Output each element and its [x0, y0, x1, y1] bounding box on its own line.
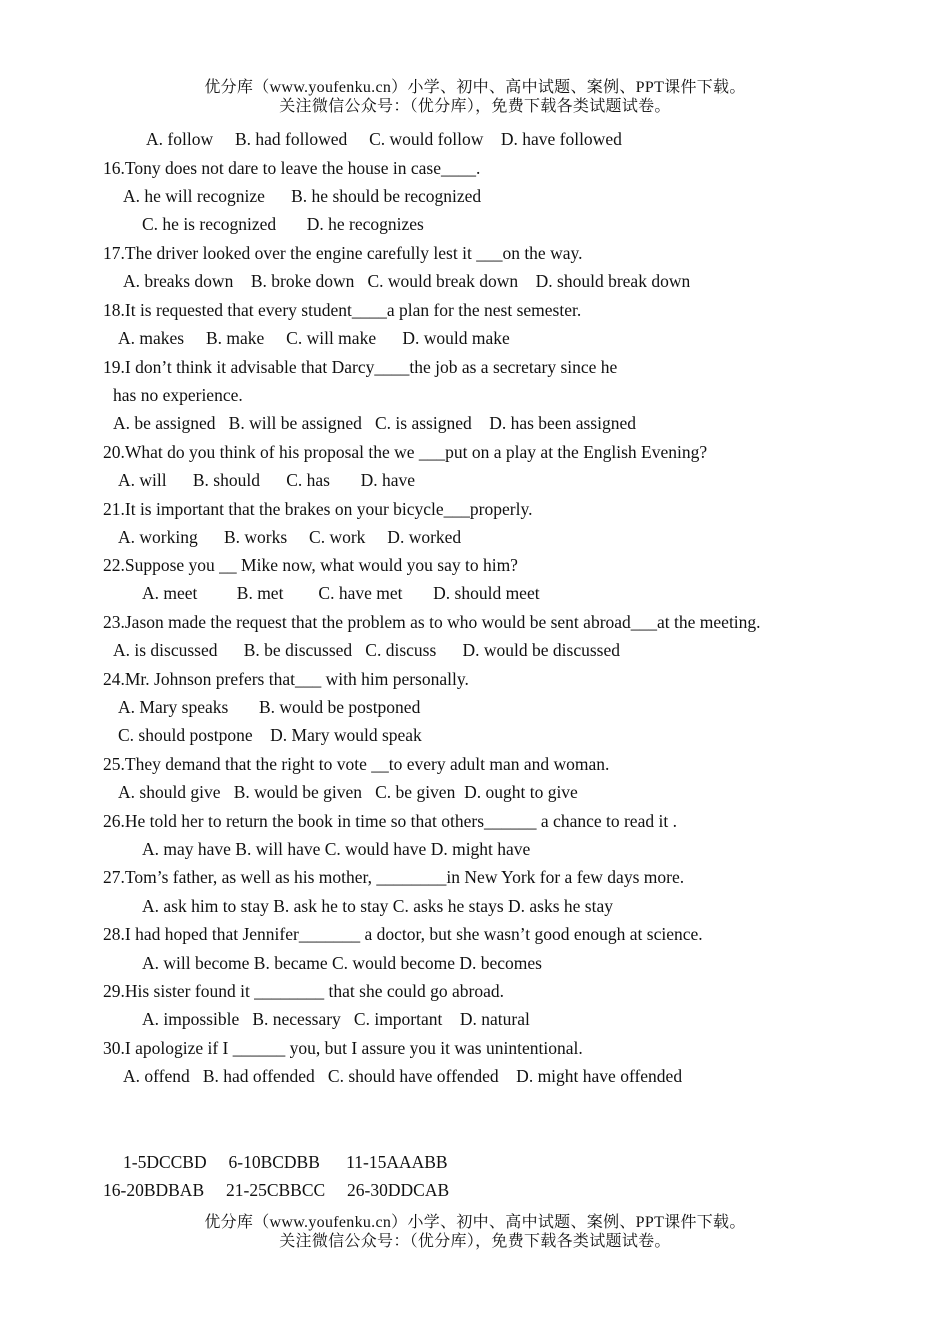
q27-options: A. ask him to stay B. ask he to stay C. asks he stays D. asks he stay	[142, 896, 613, 916]
q19-stem: 19.I don’t think it advisable that Darcy____the job as a secretary since he	[103, 357, 618, 377]
q28-stem: 28.I had hoped that Jennifer_______ a doctor, but she wasn’t good enough at science.	[103, 924, 703, 944]
footer-line-2: 关注微信公众号：（优分库），免费下载各类试题试卷。	[279, 1233, 671, 1250]
q29-options: A. impossible B. necessary C. important D. natural	[142, 1009, 530, 1029]
q30-stem: 30.I apologize if I ______ you, but I assure you it was unintentional.	[103, 1038, 583, 1058]
q26-options: A. may have B. will have C. would have D. might have	[142, 839, 531, 859]
q25-stem: 25.They demand that the right to vote __to every adult man and woman.	[103, 754, 610, 774]
q18-stem: 18.It is requested that every student____a plan for the nest semester.	[103, 300, 582, 320]
q21-stem: 21.It is important that the brakes on your bicycle___properly.	[103, 499, 533, 519]
q28-options: A. will become B. became C. would become D. becomes	[142, 953, 542, 973]
q17-options: A. breaks down B. broke down C. would break down D. should break down	[123, 271, 691, 291]
q23-options: A. is discussed B. be discussed C. discuss D. would be discussed	[113, 640, 620, 660]
answer-key-line-2: 16-20BDBAB 21-25CBBCC 26-30DDCAB	[103, 1180, 450, 1200]
q27-stem: 27.Tom’s father, as well as his mother, ________in New York for a few days more.	[103, 867, 685, 887]
footer-line-1: 优分库（www.youfenku.cn）小学、初中、高中试题、案例、PPT课件下载。	[204, 1214, 746, 1231]
q17-stem: 17.The driver looked over the engine carefully lest it ___on the way.	[103, 243, 583, 263]
q21-options: A. working B. works C. work D. worked	[118, 527, 462, 547]
q24-options-c-d: C. should postpone D. Mary would speak	[118, 725, 422, 745]
header-line-1: 优分库（www.youfenku.cn）小学、初中、高中试题、案例、PPT课件下载。	[204, 79, 746, 96]
q30-options: A. offend B. had offended C. should have offended D. might have offended	[123, 1066, 683, 1086]
q29-stem: 29.His sister found it ________ that she could go abroad.	[103, 981, 504, 1001]
q20-stem: 20.What do you think of his proposal the we ___put on a play at the English Evening?	[103, 442, 708, 462]
q16-options-c-d: C. he is recognized D. he recognizes	[142, 214, 424, 234]
answer-key-line-1: 1-5DCCBD 6-10BCDBB 11-15AAABB	[123, 1152, 448, 1172]
q20-options: A. will B. should C. has D. have	[118, 470, 416, 490]
q22-stem: 22.Suppose you __ Mike now, what would you say to him?	[103, 555, 518, 575]
q16-stem: 16.Tony does not dare to leave the house in case____.	[103, 158, 481, 178]
q23-stem: 23.Jason made the request that the problem as to who would be sent abroad___at the meeting.	[103, 612, 761, 632]
q22-options: A. meet B. met C. have met D. should meet	[142, 583, 540, 603]
q19-options: A. be assigned B. will be assigned C. is assigned D. has been assigned	[113, 413, 636, 433]
header-line-2: 关注微信公众号：（优分库），免费下载各类试题试卷。	[279, 98, 671, 115]
q24-stem: 24.Mr. Johnson prefers that___ with him personally.	[103, 669, 469, 689]
page-header	[0, 78, 950, 116]
q26-stem: 26.He told her to return the book in time so that others______ a chance to read it .	[103, 811, 677, 831]
q19-stem-cont: has no experience.	[113, 385, 243, 405]
page-footer	[0, 1213, 950, 1251]
q16-options-a-b: A. he will recognize B. he should be recognized	[123, 186, 482, 206]
q15-options: A. follow B. had followed C. would follow D. have followed	[146, 129, 622, 149]
q24-options-a-b: A. Mary speaks B. would be postponed	[118, 697, 421, 717]
q18-options: A. makes B. make C. will make D. would make	[118, 328, 510, 348]
q25-options: A. should give B. would be given C. be given D. ought to give	[118, 782, 578, 802]
